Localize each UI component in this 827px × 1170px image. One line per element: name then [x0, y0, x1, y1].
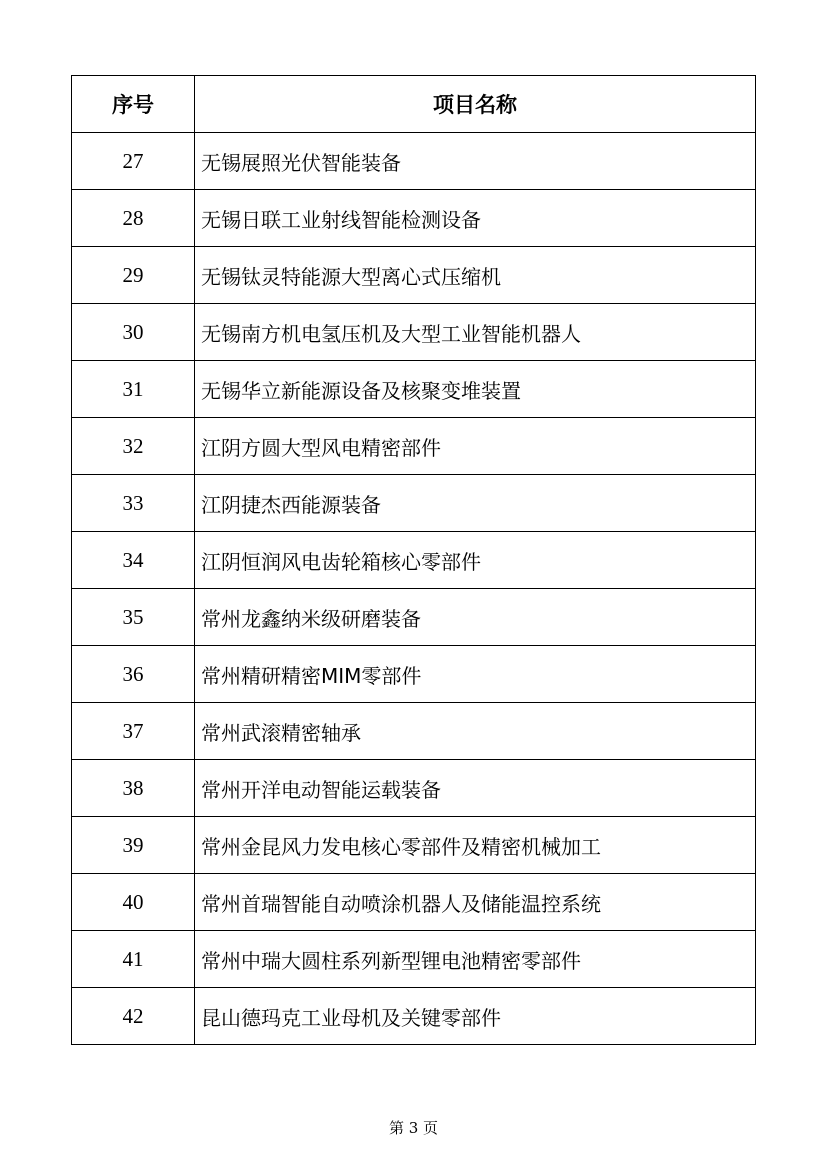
- row-number: 42: [72, 988, 195, 1045]
- project-name: 常州龙鑫纳米级研磨装备: [195, 589, 756, 646]
- project-name: 常州金昆风力发电核心零部件及精密机械加工: [195, 817, 756, 874]
- project-name: 常州首瑞智能自动喷涂机器人及储能温控系统: [195, 874, 756, 931]
- project-table: [71, 75, 756, 1045]
- table-header-row: [72, 76, 756, 133]
- table-row: [72, 532, 756, 589]
- table-row: [72, 589, 756, 646]
- column-header-name: 项目名称: [195, 76, 756, 133]
- project-name: 昆山德玛克工业母机及关键零部件: [195, 988, 756, 1045]
- table-row: [72, 703, 756, 760]
- table-row: [72, 646, 756, 703]
- project-name: 江阴捷杰西能源装备: [195, 475, 756, 532]
- table-row: [72, 247, 756, 304]
- row-number: 40: [72, 874, 195, 931]
- row-number: 31: [72, 361, 195, 418]
- row-number: 41: [72, 931, 195, 988]
- table-row: [72, 874, 756, 931]
- table-row: [72, 475, 756, 532]
- row-number: 34: [72, 532, 195, 589]
- project-name: 无锡展照光伏智能装备: [195, 133, 756, 190]
- table-row: [72, 190, 756, 247]
- table-row: [72, 361, 756, 418]
- table-row: [72, 931, 756, 988]
- row-number: 30: [72, 304, 195, 361]
- project-name: 常州武滚精密轴承: [195, 703, 756, 760]
- project-name: 无锡华立新能源设备及核聚变堆装置: [195, 361, 756, 418]
- project-name: 常州开洋电动智能运载装备: [195, 760, 756, 817]
- row-number: 36: [72, 646, 195, 703]
- row-number: 27: [72, 133, 195, 190]
- table-body: [72, 133, 756, 1045]
- table-row: [72, 304, 756, 361]
- project-name: 无锡日联工业射线智能检测设备: [195, 190, 756, 247]
- row-number: 35: [72, 589, 195, 646]
- project-name: 常州中瑞大圆柱系列新型锂电池精密零部件: [195, 931, 756, 988]
- project-name: 江阴方圆大型风电精密部件: [195, 418, 756, 475]
- project-name: 无锡钛灵特能源大型离心式压缩机: [195, 247, 756, 304]
- table-row: [72, 133, 756, 190]
- project-name: 江阴恒润风电齿轮箱核心零部件: [195, 532, 756, 589]
- table-row: [72, 760, 756, 817]
- table-row: [72, 817, 756, 874]
- project-name: 常州精研精密MIM零部件: [195, 646, 756, 703]
- table-row: [72, 988, 756, 1045]
- project-name: 无锡南方机电氢压机及大型工业智能机器人: [195, 304, 756, 361]
- column-header-no: 序号: [72, 76, 195, 133]
- page-number: 第 3 页: [388, 1119, 439, 1137]
- row-number: 28: [72, 190, 195, 247]
- row-number: 33: [72, 475, 195, 532]
- row-number: 29: [72, 247, 195, 304]
- table-row: [72, 418, 756, 475]
- row-number: 37: [72, 703, 195, 760]
- row-number: 39: [72, 817, 195, 874]
- row-number: 32: [72, 418, 195, 475]
- row-number: 38: [72, 760, 195, 817]
